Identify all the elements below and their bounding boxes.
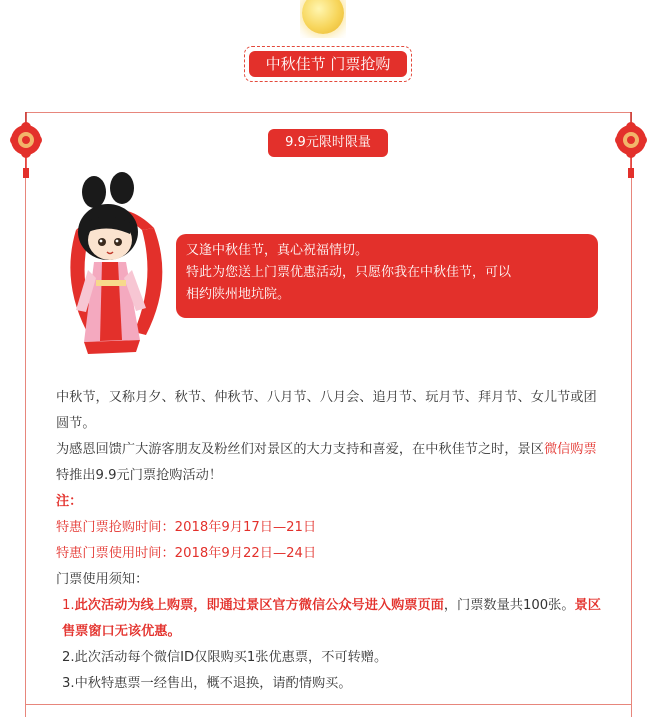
greeting-line-2: 特此为您送上门票优惠活动，只愿你我在中秋佳节，可以 bbox=[186, 265, 512, 280]
frame-bottom-line bbox=[25, 704, 632, 705]
greeting-line-1: 又逢中秋佳节，真心祝福情切。 bbox=[186, 243, 369, 258]
article-body bbox=[56, 385, 604, 697]
rules-title: 门票使用须知： bbox=[56, 572, 149, 587]
moon-icon bbox=[300, 0, 346, 38]
subtitle-badge: 9.9元限时限量 bbox=[268, 129, 388, 157]
promo-paragraph bbox=[56, 437, 604, 489]
chang-e-figure-icon bbox=[56, 170, 176, 370]
page-title: 中秋佳节 门票抢购 bbox=[249, 51, 407, 77]
promo-text-before: 为感恩回馈广大游客朋友及粉丝们对景区的大力支持和喜爱，在中秋佳节之时，景区 bbox=[56, 442, 544, 457]
rule-1-bold-2: 景区售票窗口无该优惠。 bbox=[62, 598, 601, 639]
rule-1-mid: ，门票数量共100张。 bbox=[443, 598, 575, 613]
use-time: 特惠门票使用时间：2018年9月22日—24日 bbox=[56, 546, 317, 561]
rule-1-bold: 此次活动为线上购票，即通过景区官方微信公众号进入购票页面 bbox=[74, 598, 444, 613]
greeting-line-3: 相约陕州地坑院。 bbox=[186, 287, 291, 302]
rule-3: 3.中秋特惠票一经售出，概不退换，请酌情购买。 bbox=[62, 676, 352, 691]
promo-text-after: 特推出9.9元门票抢购活动！ bbox=[56, 468, 223, 483]
purchase-time: 特惠门票抢购时间：2018年9月17日—21日 bbox=[56, 520, 317, 535]
greeting-bubble bbox=[176, 234, 598, 318]
wechat-ticket-highlight: 微信购票 bbox=[543, 442, 597, 457]
rule-1 bbox=[56, 593, 604, 645]
frame-right-line bbox=[631, 112, 632, 717]
note-label: 注： bbox=[56, 494, 83, 509]
rule-2: 2.此次活动每个微信ID仅限购买1张优惠票，不可转赠。 bbox=[62, 650, 388, 665]
lantern-right-icon bbox=[614, 112, 648, 182]
frame-top-line bbox=[25, 112, 632, 113]
frame-left-line bbox=[25, 112, 26, 717]
title-badge-frame bbox=[244, 46, 412, 82]
lantern-left-icon bbox=[9, 112, 43, 182]
rule-1-number: 1. bbox=[62, 598, 75, 613]
intro-paragraph: 中秋节，又称月夕、秋节、仲秋节、八月节、八月会、追月节、玩月节、拜月节、女儿节或团圆节。 bbox=[56, 390, 597, 431]
